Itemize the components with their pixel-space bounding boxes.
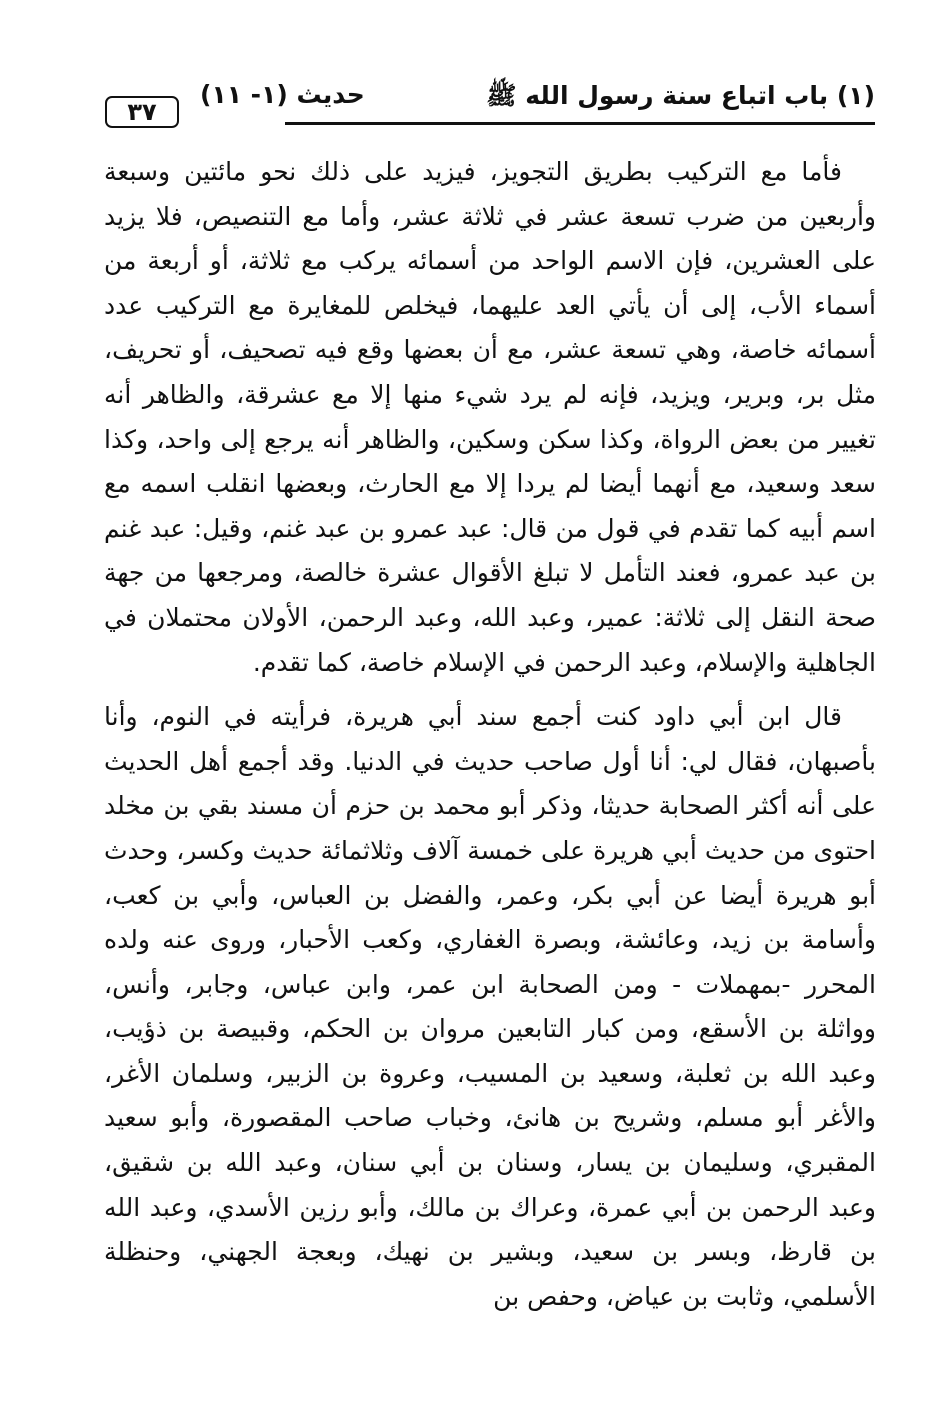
- running-header: [105, 72, 875, 128]
- hadith-range: حديث (١- ١١): [200, 80, 365, 109]
- paragraph: قال ابن أبي داود كنت أجمع سند أبي هريرة، فرأيته في النوم، وأنا بأصبهان، فقال لي: أنا أول صاحب حديث في الدنيا. وقد أجمع أهل الحديث على أنه أكثر الصحابة حديثا، وذكر أبو محمد بن حزم أن مسند بقي بن مخلد احتوى من حديث أبي هريرة على خمسة آلاف وثلاثمائة حديث وكسر، وحدث أبو هريرة أيضا عن أبي بكر، وعمر، والفضل بن العباس، وأبي بن كعب، وأسامة بن زيد، وعائشة، وبصرة الغفاري، وكعب الأحبار، وروى عنه ولده المحرر -بمهملات - ومن الصحابة ابن عمر، وابن عباس، وجابر، وأنس، وواثلة بن الأسقع، ومن كبار التابعين مروان بن الحكم، وقبيصة بن ذؤيب، وعبد الله بن ثعلبة، وسعيد بن المسيب، وعروة بن الزبير، وسلمان الأغر، والأغر أبو مسلم، وشريح بن هانئ، وخباب صاحب المقصورة، وأبو سعيد المقبري، وسليمان بن يسار، وسنان بن أبي سنان، وعبد الله بن شقيق، وعبد الرحمن بن أبي عمرة، وعراك بن مالك، وأبو رزين الأسدي، وعبد الله بن قارظ، وبسر بن سعيد، وبشير بن نهيك، وبعجة الجهني، وحنظلة الأسلمي، وثابت بن عياض، وحفص بن: [104, 702, 876, 1311]
- body-text: [104, 150, 876, 1319]
- page-number: ٣٧: [105, 96, 179, 128]
- header-rule: [285, 122, 875, 125]
- paragraph: فأما مع التركيب بطريق التجويز، فيزيد على ذلك نحو مائتين وسبعة وأربعين من ضرب تسعة عشر في ثلاثة عشر، وأما مع التنصيص، فلا يزيد على العشرين، فإن الاسم الواحد من أسمائه يركب مع ثلاثة، أو أربعة من أسماء الأب، إلى أن يأتي العد عليهما، فيخلص للمغايرة مع التركيب عدد أسمائه خاصة، وهي تسعة عشر، مع أن بعضها وقع فيه تصحيف، أو تحريف، مثل بر، وبرير، ويزيد، فإنه لم يرد شيء منها إلا مع عشرقة، والظاهر أنه تغيير من بعض الرواة، وكذا سكن وسكين، والظاهر أنه يرجع إلى واحد، وكذا سعد وسعيد، مع أنهما أيضا لم يردا إلا مع الحارث، وبعضها انقلب اسمه مع اسم أبيه كما تقدم في قول من قال: عبد عمرو بن عبد غنم، وقيل: عبد غنم بن عبد عمرو، فعند التأمل لا تبلغ الأقوال عشرة خالصة، ومرجعها من جهة صحة النقل إلى ثلاثة: عمير، وعبد الله، وعبد الرحمن، الأولان محتملان في الجاهلية والإسلام، وعبد الرحمن في الإسلام خاصة، كما تقدم.: [104, 157, 876, 677]
- chapter-title: (١) باب اتباع سنة رسول الله ﷺ: [486, 81, 875, 110]
